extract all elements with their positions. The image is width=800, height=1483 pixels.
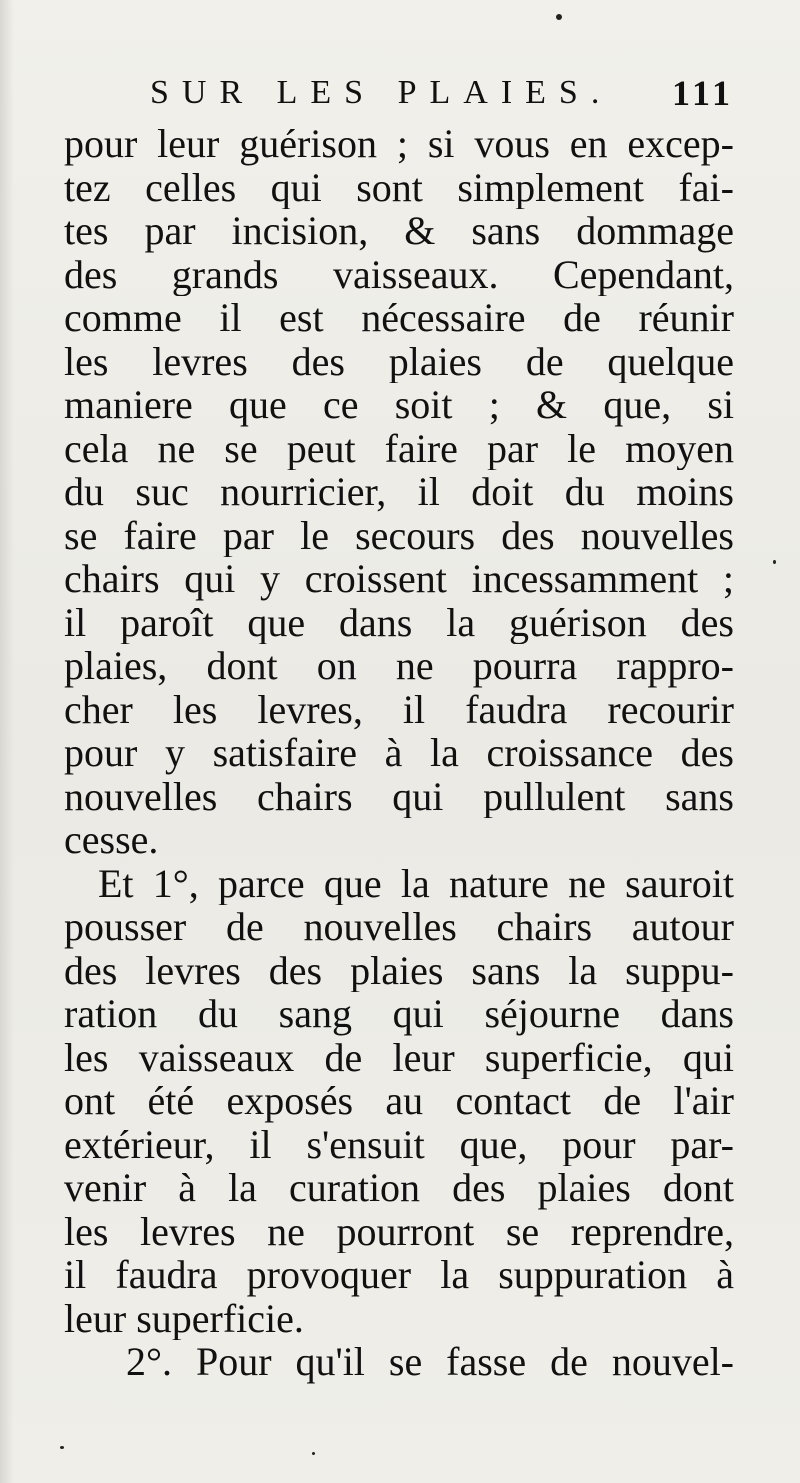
text-line: les vaisseaux de leur superficie, qui (64, 1035, 734, 1079)
ink-speck (773, 560, 776, 564)
ink-speck (556, 14, 562, 20)
text-line: cela ne se peut faire par le moyen (64, 426, 734, 470)
text-line: Et 1°, parce que la nature ne sauroit (98, 861, 734, 905)
text-line: extérieur, il s'ensuit que, pour par- (64, 1122, 734, 1166)
text-line: cher les levres, il faudra recourir (64, 687, 734, 731)
text-line: les levres des plaies de quelque (64, 339, 734, 383)
text-line: des grands vaisseaux. Cependant, (64, 252, 734, 296)
page-number: 111 (671, 73, 734, 113)
text-line: 2°. Pour qu'il se fasse de nouvel- (126, 1340, 734, 1384)
text-line: leur superficie. (64, 1296, 304, 1340)
text-line: venir à la curation des plaies dont (64, 1166, 734, 1210)
text-line: il faudra provoquer la suppuration à (64, 1253, 734, 1297)
text-line: chairs qui y croissent incessamment ; (64, 557, 734, 601)
ink-speck (60, 1446, 64, 1449)
text-line: nouvelles chairs qui pullulent sans (64, 774, 734, 818)
text-line: les levres ne pourront se reprendre, (64, 1209, 734, 1253)
text-line: pour y satisfaire à la croissance des (64, 731, 734, 775)
running-head: SUR LES PLAIES. (150, 74, 613, 111)
text-line: ration du sang qui séjourne dans (64, 992, 734, 1036)
text-line: des levres des plaies sans la suppu- (64, 948, 734, 992)
text-line: tes par incision, & sans dommage (64, 209, 734, 253)
text-line: se faire par le secours des nouvelles (64, 513, 734, 557)
text-line: comme il est nécessaire de réunir (64, 296, 734, 340)
text-line: pour leur guérison ; si vous en excep- (64, 122, 734, 166)
text-line: ont été exposés au contact de l'air (64, 1079, 734, 1123)
page-edge-shadow (0, 0, 14, 1483)
text-line: plaies, dont on ne pourra rappro- (64, 644, 734, 688)
text-line: il paroît que dans la guérison des (64, 600, 734, 644)
body-text (64, 122, 734, 1384)
text-line: cesse. (64, 818, 159, 862)
ink-speck (312, 1452, 315, 1455)
text-line: du suc nourricier, il doit du moins (64, 470, 734, 514)
text-line: pousser de nouvelles chairs autour (64, 905, 734, 949)
page-header (150, 70, 734, 120)
text-line: tez celles qui sont simplement fai- (64, 165, 734, 209)
text-line: maniere que ce soit ; & que, si (64, 383, 734, 427)
